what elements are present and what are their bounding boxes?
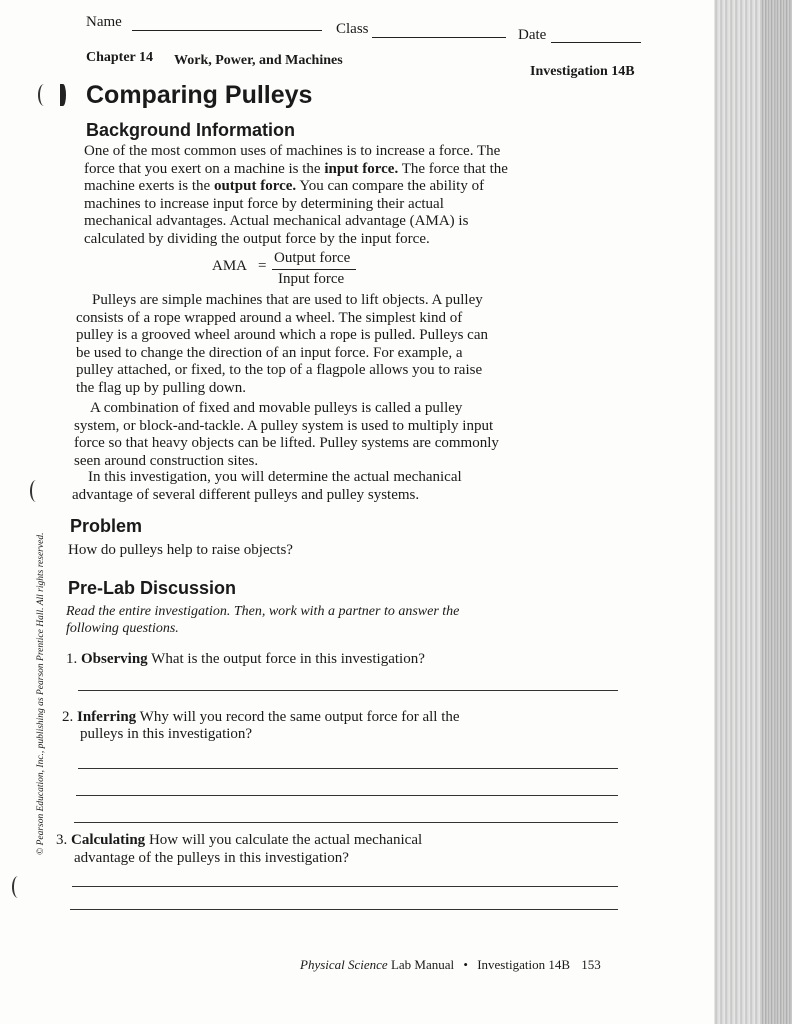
answer-line-3a[interactable] bbox=[72, 886, 618, 887]
chapter-number: Chapter 14 bbox=[86, 50, 154, 65]
date-label: Date bbox=[518, 27, 547, 43]
question-3-text-line-2: advantage of the pulleys in this investigation? bbox=[74, 850, 349, 866]
question-3-text-line-1: How will you calculate the actual mechanical bbox=[148, 832, 423, 848]
background-heading: Background Information bbox=[86, 120, 296, 140]
formula-numerator: Output force bbox=[274, 250, 351, 266]
p3-line: seen around construction sites. bbox=[74, 452, 259, 469]
question-3-keyword: Calculating bbox=[71, 832, 146, 848]
answer-line-2a[interactable] bbox=[78, 768, 618, 769]
punch-hole-bottom bbox=[12, 876, 24, 898]
formula-denominator: Input force bbox=[278, 271, 345, 287]
punch-hole-mark-top bbox=[60, 84, 66, 106]
formula-fraction-bar bbox=[272, 269, 356, 270]
p4-line: advantage of several different pulleys and pulley systems. bbox=[72, 486, 420, 503]
question-2-text-line-1: Why will you record the same output force for all the bbox=[139, 709, 460, 725]
question-2-number: 2. bbox=[62, 709, 74, 725]
p1-line: calculated by dividing the output force by the input force. bbox=[84, 231, 430, 247]
footer-investigation: Investigation 14B bbox=[477, 957, 570, 972]
date-field[interactable] bbox=[551, 42, 641, 43]
answer-line-3b[interactable] bbox=[70, 909, 618, 910]
class-field[interactable] bbox=[372, 37, 506, 38]
question-2-keyword: Inferring bbox=[77, 709, 137, 725]
footer-manual: Lab Manual bbox=[390, 957, 455, 972]
p2-line: pulley is a grooved wheel around which a rope is pulled. Pulleys can bbox=[76, 327, 488, 344]
scan-binding-shadow bbox=[762, 0, 792, 1024]
page-title: Comparing Pulleys bbox=[86, 81, 313, 109]
question-1-keyword: Observing bbox=[81, 651, 148, 667]
prelab-heading: Pre-Lab Discussion bbox=[68, 578, 237, 598]
formula-ama: AMA bbox=[212, 258, 247, 274]
question-2 bbox=[62, 709, 460, 726]
p2-line: pulley attached, or fixed, to the top of a flagpole allows you to raise bbox=[76, 362, 483, 379]
p1-line: mechanical advantages. Actual mechanical advantage (AMA) is bbox=[84, 213, 469, 230]
investigation-id: Investigation 14B bbox=[530, 64, 635, 79]
copyright-notice: © Pearson Education, Inc., publishing as Pearson Prentice Hall. All rights reserved. bbox=[36, 532, 46, 855]
p1-line: One of the most common uses of machines is to increase a force. The bbox=[84, 143, 501, 159]
prelab-instructions-line-1: Read the entire investigation. Then, work with a partner to answer the bbox=[66, 604, 460, 619]
punch-hole-top bbox=[38, 84, 50, 106]
footer-book-title: Physical Science bbox=[300, 957, 388, 972]
p1-line: machine exerts is the output force. You can compare the ability of bbox=[84, 178, 485, 195]
formula-lhs bbox=[212, 258, 266, 275]
problem-heading: Problem bbox=[70, 516, 143, 536]
p3-line: system, or block-and-tackle. A pulley system is used to multiply input bbox=[74, 417, 494, 434]
p2-line: be used to change the direction of an input force. For example, a bbox=[76, 344, 463, 361]
punch-hole-middle bbox=[30, 480, 42, 502]
name-label: Name bbox=[86, 14, 122, 30]
chapter-title: Work, Power, and Machines bbox=[174, 53, 343, 68]
problem-text: How do pulleys help to raise objects? bbox=[68, 542, 293, 558]
question-3-number: 3. bbox=[56, 832, 68, 848]
p2-line: consists of a rope wrapped around a wheel. The simplest kind of bbox=[76, 309, 463, 326]
answer-line-2b[interactable] bbox=[76, 795, 618, 796]
page-footer bbox=[300, 957, 601, 973]
question-1 bbox=[66, 651, 425, 668]
p3-line: A combination of fixed and movable pulleys is called a pulley bbox=[90, 400, 463, 416]
footer-bullet: • bbox=[463, 957, 468, 972]
p4-line: In this investigation, you will determine the actual mechanical bbox=[88, 469, 462, 485]
p1-line: machines to increase input force by determining their actual bbox=[84, 195, 444, 212]
p2-line: Pulleys are simple machines that are used to lift objects. A pulley bbox=[92, 292, 483, 308]
answer-line-2c[interactable] bbox=[74, 822, 618, 823]
question-1-number: 1. bbox=[66, 651, 78, 667]
formula-equals: = bbox=[257, 258, 267, 274]
question-3 bbox=[56, 832, 422, 849]
p3-line: force so that heavy objects can be lifted. Pulley systems are commonly bbox=[74, 435, 499, 452]
prelab-instructions-line-2: following questions. bbox=[66, 621, 179, 636]
answer-line-1a[interactable] bbox=[78, 690, 618, 691]
name-field[interactable] bbox=[132, 30, 322, 31]
question-2-text-line-2: pulleys in this investigation? bbox=[80, 726, 253, 742]
question-1-text: What is the output force in this investigation? bbox=[151, 651, 425, 667]
p1-line: force that you exert on a machine is the input force. The force that the bbox=[84, 160, 508, 177]
class-label: Class bbox=[336, 21, 369, 37]
page-number: 153 bbox=[581, 957, 601, 972]
p2-line: the flag up by pulling down. bbox=[76, 380, 246, 396]
